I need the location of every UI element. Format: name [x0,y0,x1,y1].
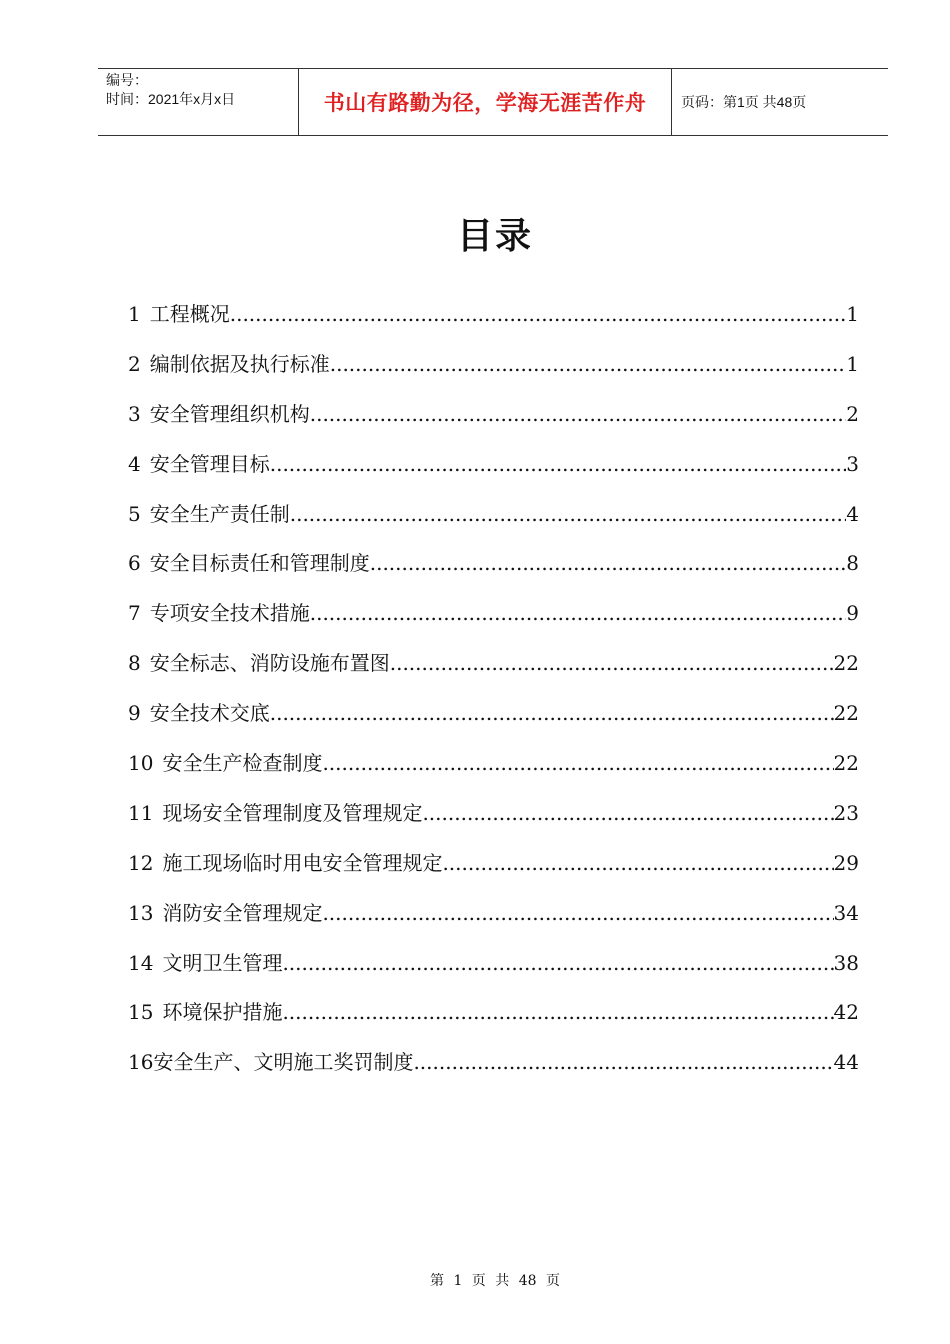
toc-leader-dots [270,452,847,476]
toc-entry-page: 42 [833,1000,859,1025]
toc-leader-dots [290,502,847,526]
toc-entry-label: 施工现场临时用电安全管理规定 [162,850,443,875]
toc-entry-page: 34 [833,900,859,925]
toc-entry-number: 9 [128,701,141,726]
toc-entry[interactable] [128,448,859,498]
toc-entry-page: 1 [846,351,859,376]
toc-entry-label: 安全管理目标 [149,451,270,476]
code-label: 编号： [106,72,148,88]
toc-entry-label: 安全生产责任制 [149,501,290,526]
toc-entry[interactable] [128,797,859,847]
toc-leader-dots [310,402,847,426]
toc-entry-page: 3 [846,451,859,476]
toc-leader-dots [270,701,834,725]
toc-leader-dots [390,651,834,675]
toc-entry[interactable] [128,348,859,398]
toc-leader-dots [442,851,833,875]
page-header [98,68,888,136]
toc-leader-dots [422,801,833,825]
toc-entry[interactable] [128,647,859,697]
toc-entry-label: 现场安全管理制度及管理规定 [162,800,423,825]
toc-entry-page: 9 [846,601,859,626]
toc-leader-dots [282,1000,833,1024]
toc-entry-number: 3 [128,401,141,426]
toc-entry-page: 44 [833,1050,859,1075]
toc-entry-page: 38 [833,950,859,975]
toc-entry-label: 工程概况 [149,302,230,326]
toc-entry-page: 1 [846,302,859,326]
toc-entry-label: 安全标志、消防设施布置图 [149,651,390,676]
time-label: 时间：2021年x月x日 [106,91,236,107]
toc-entry-number: 16 [128,1050,154,1075]
toc-entry[interactable] [128,298,859,348]
toc-entry[interactable] [128,1046,859,1096]
toc-entry[interactable] [128,498,859,548]
toc-leader-dots [413,1050,833,1074]
toc-entry-page: 8 [846,551,859,576]
toc-entry-number: 14 [128,950,154,975]
toc-leader-dots [230,302,847,326]
toc-leader-dots [370,551,847,575]
table-of-contents [128,298,859,1096]
toc-entry-number: 4 [128,451,141,476]
toc-entry-label: 消防安全管理规定 [162,900,323,925]
toc-entry-number: 15 [128,1000,154,1025]
toc-entry-number: 7 [128,601,141,626]
toc-leader-dots [310,601,847,625]
toc-entry-page: 4 [846,501,859,526]
toc-entry[interactable] [128,996,859,1046]
toc-entry-label: 环境保护措施 [162,1000,283,1025]
toc-entry-label: 文明卫生管理 [162,950,283,975]
toc-entry[interactable] [128,947,859,997]
toc-entry-label: 安全技术交底 [149,701,270,726]
toc-entry-number: 13 [128,900,154,925]
toc-entry-label: 安全生产检查制度 [162,751,323,776]
toc-leader-dots [282,951,833,975]
toc-entry[interactable] [128,398,859,448]
toc-entry[interactable] [128,547,859,597]
toc-entry-label: 安全管理组织机构 [149,401,310,426]
toc-leader-dots [322,901,833,925]
toc-entry-number: 1 [128,302,141,326]
toc-entry-number: 8 [128,651,141,676]
toc-entry-page: 22 [833,751,859,776]
toc-entry-label: 专项安全技术措施 [149,601,310,626]
header-motto: 书山有路勤为径，学海无涯苦作舟 [299,69,672,135]
toc-leader-dots [330,352,847,376]
toc-entry-number: 6 [128,551,141,576]
page-footer: 第 1 页 共 48 页 [430,1273,560,1289]
toc-entry-page: 29 [833,850,859,875]
toc-entry-number: 5 [128,501,141,526]
toc-entry-page: 22 [833,701,859,726]
toc-entry[interactable] [128,597,859,647]
toc-entry-number: 12 [128,850,154,875]
toc-entry-label: 安全生产、文明施工奖罚制度 [153,1050,414,1075]
toc-leader-dots [322,751,833,775]
toc-entry[interactable] [128,897,859,947]
toc-entry[interactable] [128,847,859,897]
header-meta [98,69,299,135]
toc-entry[interactable] [128,697,859,747]
toc-entry[interactable] [128,747,859,797]
header-page-label: 页码：第1页 共48页 [681,94,807,110]
toc-entry-number: 10 [128,751,154,776]
toc-title: 目录 [456,216,533,257]
toc-entry-page: 23 [833,800,859,825]
toc-entry-number: 2 [128,351,141,376]
toc-entry-page: 2 [846,401,859,426]
toc-entry-number: 11 [128,800,154,825]
toc-entry-page: 22 [833,651,859,676]
toc-entry-label: 编制依据及执行标准 [149,351,330,376]
toc-entry-label: 安全目标责任和管理制度 [149,551,370,576]
